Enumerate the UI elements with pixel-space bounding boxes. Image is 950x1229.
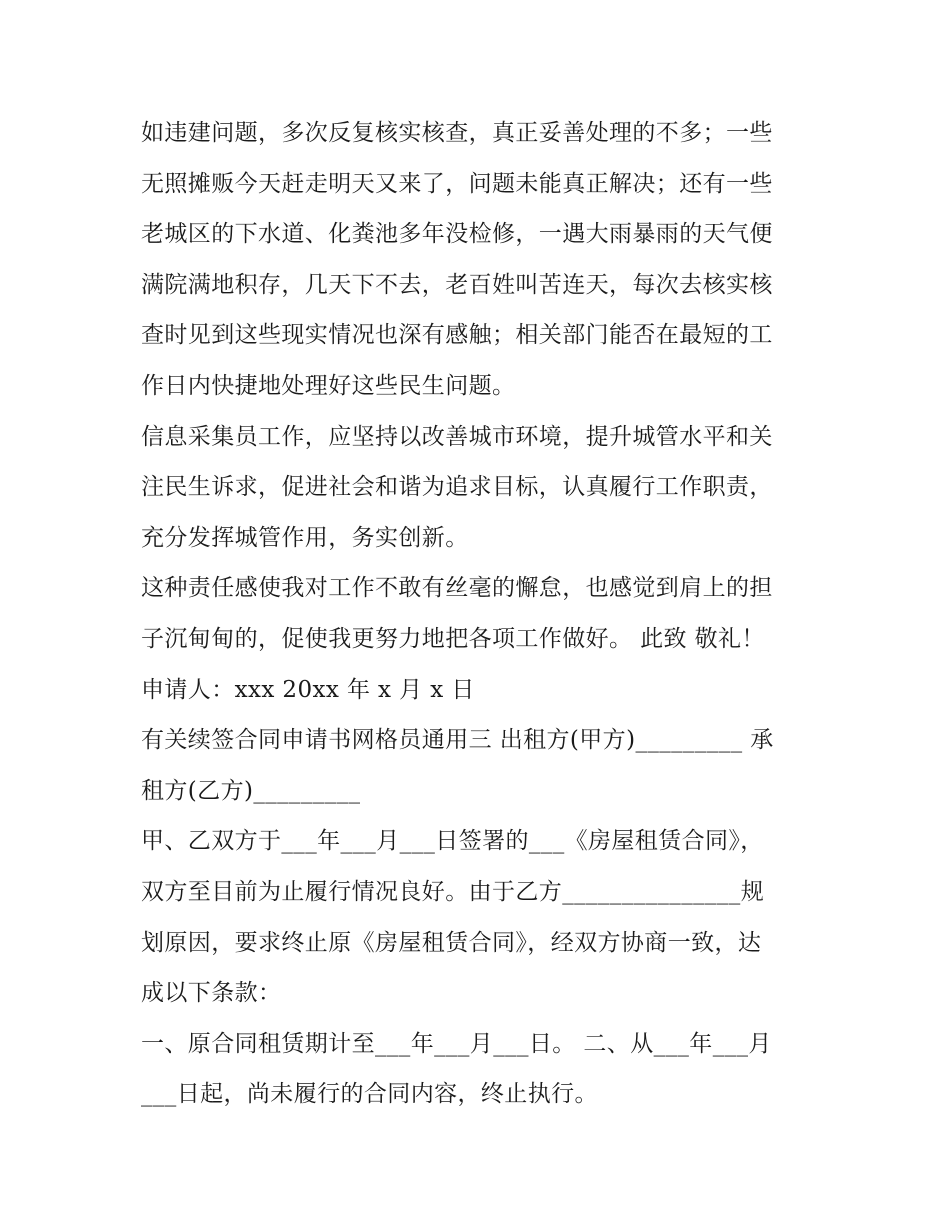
text-line: 查时见到这些现实情况也深有感触；相关部门能否在最短的工 bbox=[141, 322, 773, 349]
text-line: 满院满地积存，几天下不去，老百姓叫苦连天，每次去核实核 bbox=[141, 271, 773, 298]
text-line: 成以下条款： bbox=[141, 980, 282, 1007]
text-line: 无照摊贩今天赶走明天又来了，问题未能真正解决；还有一些 bbox=[141, 170, 773, 197]
text-line: 子沉甸甸的，促使我更努力地把各项工作做好。 此致 敬礼！ bbox=[141, 625, 765, 652]
text-line: ___日起，尚未履行的合同内容，终止执行。 bbox=[141, 1081, 598, 1108]
text-line: 充分发挥城管作用，务实创新。 bbox=[141, 524, 469, 551]
text-line: 双方至目前为止履行情况良好。由于乙方_______________规 bbox=[141, 878, 765, 905]
text-line: 一、原合同租赁期计至___年___月___日。 二、从___年___月 bbox=[141, 1030, 772, 1057]
text-line: 老城区的下水道、化粪池多年没检修，一遇大雨暴雨的天气便 bbox=[141, 221, 773, 248]
text-line: 信息采集员工作，应坚持以改善城市环境，提升城管水平和关 bbox=[141, 423, 773, 450]
text-line: 甲、乙双方于___年___月___日签署的___《房屋租赁合同》， bbox=[141, 828, 764, 855]
text-line: 租方(乙方)_________ bbox=[141, 777, 361, 804]
text-line: 如违建问题，多次反复核实核查，真正妥善处理的不多；一些 bbox=[141, 120, 773, 146]
text-line: 作日内快捷地处理好这些民生问题。 bbox=[141, 372, 516, 399]
contract-title-line: 有关续签合同申请书网格员通用三 出租方(甲方)_________ 承 bbox=[141, 727, 774, 754]
document-body bbox=[141, 108, 821, 1120]
text-line: 划原因，要求终止原《房屋租赁合同》，经双方协商一致，达 bbox=[141, 929, 762, 956]
signature-line: 申请人：xxx 20xx 年 x 月 x 日 bbox=[141, 676, 475, 703]
text-line: 注民生诉求，促进社会和谐为追求目标，认真履行工作职责， bbox=[141, 474, 773, 501]
text-line: 这种责任感使我对工作不敢有丝毫的懈怠，也感觉到肩上的担 bbox=[141, 575, 773, 602]
